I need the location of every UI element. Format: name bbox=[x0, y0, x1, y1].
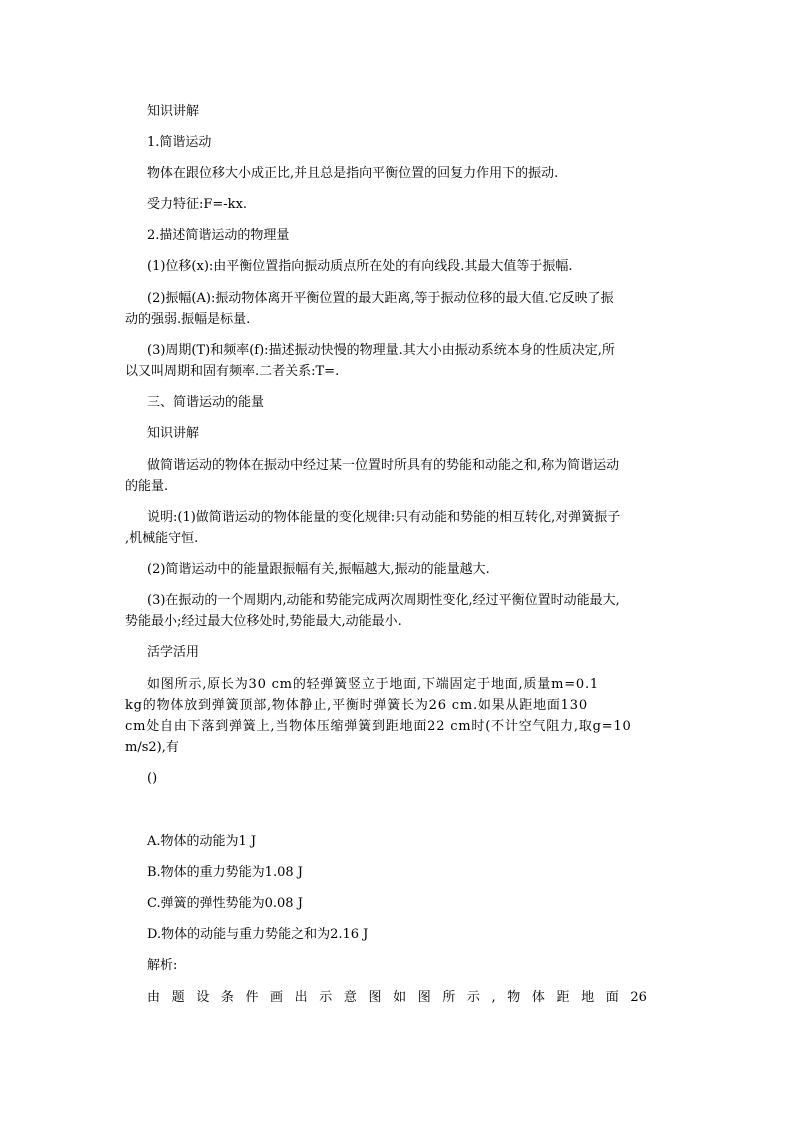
paragraph-energy-line2: 的能量. bbox=[125, 479, 169, 494]
solution-char: 所 bbox=[442, 990, 456, 1005]
solution-char: 物 bbox=[507, 990, 521, 1005]
problem-line1: 如图所示,原长为30 cm的轻弹簧竖立于地面,下端固定于地面,质量m=0.1 bbox=[147, 677, 599, 692]
paragraph-period-energy-line2: 势能最小;经过最大位移处时,势能最大,动能最小. bbox=[125, 614, 402, 629]
solution-char: 题 bbox=[171, 990, 185, 1005]
heading-energy: 三、简谐运动的能量 bbox=[147, 395, 265, 410]
solution-char: 图 bbox=[368, 990, 382, 1005]
solution-char: 26 bbox=[630, 990, 647, 1005]
problem-line4: m/s2),有 bbox=[125, 740, 179, 755]
solution-char: 如 bbox=[393, 990, 407, 1005]
solution-char: 体 bbox=[531, 990, 545, 1005]
solution-char: 条 bbox=[220, 990, 234, 1005]
paragraph-note-line2: ,机械能守恒. bbox=[125, 531, 199, 546]
paragraph-energy-amplitude: (2)简谐运动中的能量跟振幅有关,振幅越大,振动的能量越大. bbox=[147, 562, 490, 577]
heading-practice: 活学活用 bbox=[147, 645, 200, 660]
solution-char: 面 bbox=[605, 990, 619, 1005]
solution-char: 画 bbox=[270, 990, 284, 1005]
solution-char: 图 bbox=[417, 990, 431, 1005]
heading-simple-harmonic-motion: 1.简谐运动 bbox=[147, 135, 212, 150]
problem-line3: cm处自由下落到弹簧上,当物体压缩弹簧到距地面22 cm时(不计空气阻力,取g=10 bbox=[125, 719, 632, 734]
paragraph-amplitude-line1: (2)振幅(A):振动物体离开平衡位置的最大距离,等于振动位移的最大值.它反映了振 bbox=[147, 291, 614, 306]
paragraph-note-line1: 说明:(1)做简谐运动的物体能量的变化规律:只有动能和势能的相互转化,对弹簧振子 bbox=[147, 510, 621, 525]
heading-knowledge-explanation-2: 知识讲解 bbox=[147, 426, 200, 441]
paragraph-period-energy-line1: (3)在振动的一个周期内,动能和势能完成两次周期性变化,经过平衡位置时动能最大, bbox=[147, 593, 620, 608]
solution-char: 地 bbox=[581, 990, 595, 1005]
heading-knowledge-explanation: 知识讲解 bbox=[147, 104, 200, 119]
solution-char: , bbox=[491, 990, 496, 1005]
option-b: B.物体的重力势能为1.08 J bbox=[147, 865, 303, 880]
solution-char: 设 bbox=[196, 990, 210, 1005]
answer-blank: () bbox=[147, 771, 158, 786]
problem-line2: kg的物体放到弹簧顶部,物体静止,平衡时弹簧长为26 cm.如果从距地面130 bbox=[125, 698, 588, 713]
solution-char: 示 bbox=[466, 990, 480, 1005]
solution-char: 示 bbox=[319, 990, 333, 1005]
paragraph-force-feature: 受力特征:F=-kx. bbox=[147, 197, 248, 212]
solution-char: 距 bbox=[556, 990, 570, 1005]
paragraph-amplitude-line2: 动的强弱.振幅是标量. bbox=[125, 312, 251, 327]
option-c: C.弹簧的弹性势能为0.08 J bbox=[147, 896, 303, 911]
paragraph-displacement: (1)位移(x):由平衡位置指向振动质点所在处的有向线段.其最大值等于振幅. bbox=[147, 259, 573, 274]
paragraph-period-line2: 以又叫周期和固有频率.二者关系:T=. bbox=[125, 364, 340, 379]
solution-char: 件 bbox=[245, 990, 259, 1005]
solution-char: 意 bbox=[343, 990, 357, 1005]
solution-char: 由 bbox=[147, 990, 161, 1005]
paragraph-definition: 物体在跟位移大小成正比,并且总是指向平衡位置的回复力作用下的振动. bbox=[147, 166, 559, 181]
solution-label: 解析: bbox=[147, 958, 178, 973]
heading-physical-quantities: 2.描述简谐运动的物理量 bbox=[147, 228, 290, 243]
paragraph-period-line1: (3)周期(T)和频率(f):描述振动快慢的物理量.其大小由振动系统本身的性质决定,所 bbox=[147, 343, 615, 358]
solution-line1 bbox=[147, 990, 647, 1006]
option-d: D.物体的动能与重力势能之和为2.16 J bbox=[147, 927, 369, 942]
solution-char: 出 bbox=[294, 990, 308, 1005]
option-a: A.物体的动能为1 J bbox=[147, 834, 257, 849]
paragraph-energy-line1: 做简谐运动的物体在振动中经过某一位置时所具有的势能和动能之和,称为简谐运动 bbox=[147, 458, 620, 473]
